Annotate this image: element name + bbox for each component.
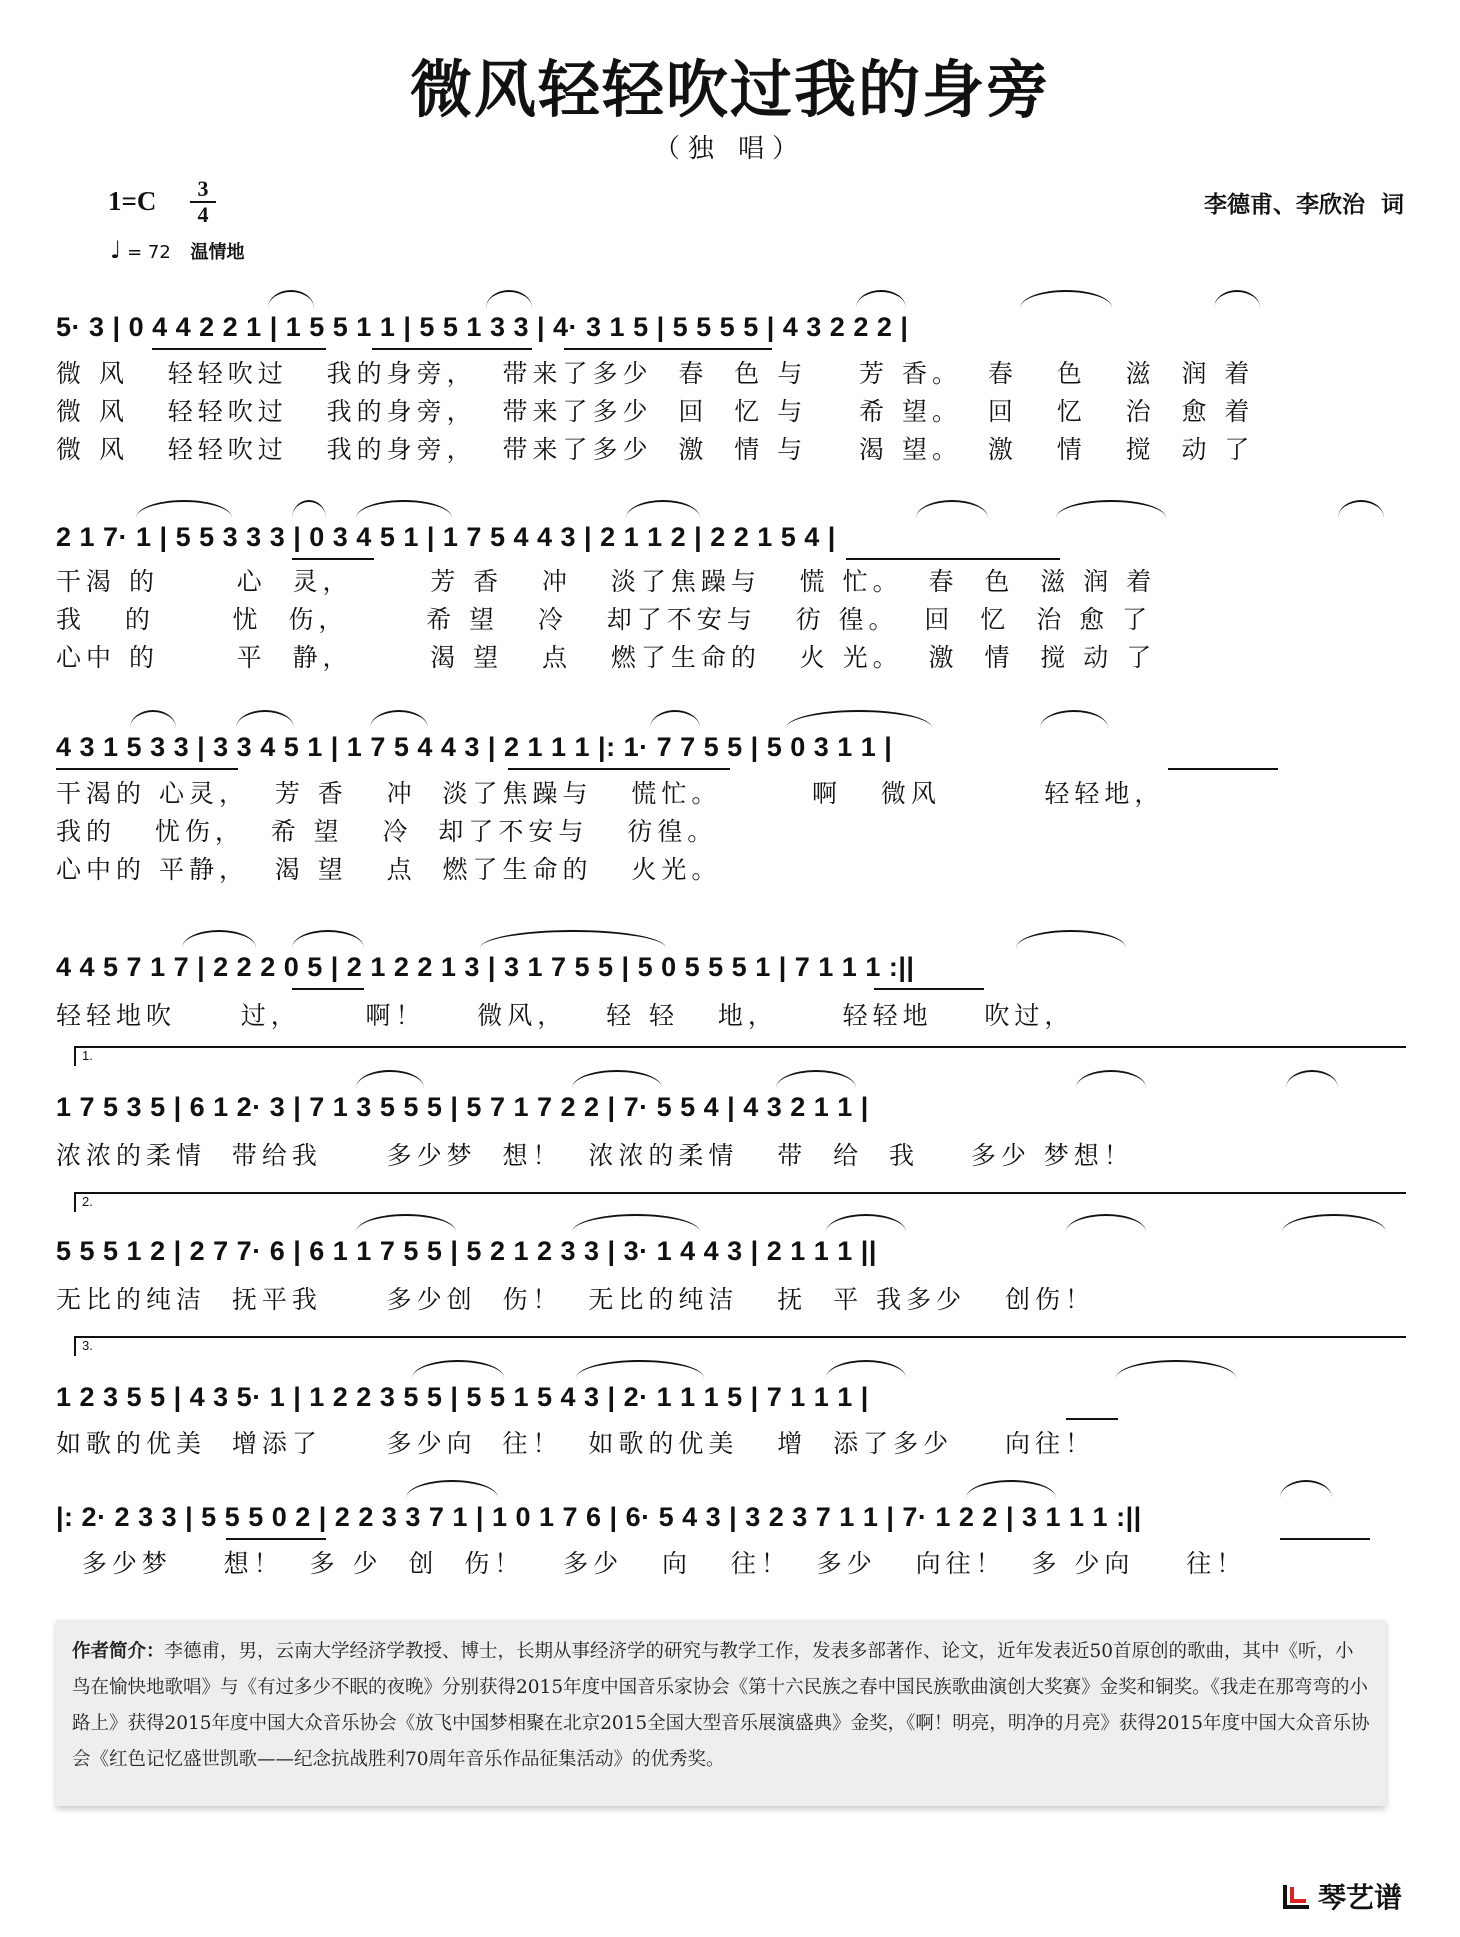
logo-text: 琴艺谱 <box>1318 1881 1403 1914</box>
slur <box>412 1360 504 1378</box>
lyrics-line-2-verse-3: 心中 的 平 静， 渴 望 点 燃了生命的 火 光。 激 情 搅 动 了 <box>56 643 1157 672</box>
notation-notes: 1 2 3 5 5 | 4 3 5· 1 | 1 2 2 3 5 5 | 5 5 1 5 4 3 | 2· 1 1 1 5 | 7 1 1 1 | <box>56 1382 869 1412</box>
notation-notes: 2 1 7· 1 | 5 5 3 3 3 | 0 3 4 5 1 | 1 7 5 4 4 3 | 2 1 1 2 | 2 2 1 5 4 | <box>56 522 836 552</box>
beam <box>292 558 374 560</box>
slur <box>856 290 906 308</box>
volta-bracket-2: 2. <box>74 1192 1406 1212</box>
triplet-bracket <box>826 1360 906 1378</box>
slur <box>1076 1070 1146 1088</box>
slur <box>916 500 988 518</box>
beam <box>372 348 532 350</box>
lyrics-line-3-verse-1: 干渴的 心灵， 芳 香 冲 淡了焦躁与 慌忙。 啊 微风 轻轻地， <box>56 779 1165 808</box>
beam <box>226 1538 326 1540</box>
author-bio-body: 李德甫，男，云南大学经济学教授、博士，长期从事经济学的研究与教学工作，发表多部著作、论文，近年发表近50首原创的歌曲，其中《听，小鸟在愉快地歌唱》与《有过多少不眠的夜晚》分别获得2015年度中国音乐家协会《第十六民族之春中国民族歌曲演创大奖赛》金奖和铜奖。《我走在那弯弯的小路上》获得2015年度中国大众音乐协会《放飞中国梦相聚在北京2015全国大型音乐展演盛典》金奖，《啊！明亮，明净的月亮》获得2015年度中国大众音乐协会《红色记忆盛世凯歌——纪念抗战胜利70周年音乐作品征集活动》的优秀奖。 <box>72 1641 1370 1770</box>
author-bio-box <box>56 1620 1386 1806</box>
slur <box>356 500 452 518</box>
beam <box>1280 1538 1370 1540</box>
volta-bracket-1: 1. <box>74 1046 1406 1066</box>
quarter-note-icon: ♩ <box>110 236 122 264</box>
lyrics-line-2-verse-2: 我 的 忧 伤， 希 望 冷 却了不安与 彷 徨。 回 忆 治 愈 了 <box>56 605 1153 634</box>
notation-notes: 5· 3 | 0 4 4 2 2 1 | 1 5 5 1 1 | 5 5 1 3 3 | 4· 3 1 5 | 5 5 5 5 | 4 3 2 2 2 | <box>56 312 909 342</box>
volta-bracket-3: 3. <box>74 1336 1406 1356</box>
site-logo <box>1282 1876 1402 1916</box>
beam <box>874 988 984 990</box>
slur <box>1040 710 1108 728</box>
slur <box>1214 290 1260 308</box>
lyrics-line-3-verse-3: 心中的 平静， 渴 望 点 燃了生命的 火光。 <box>56 855 722 884</box>
beam <box>1066 1418 1118 1420</box>
lyrics-line-5: 浓浓的柔情 带给我 多少梦 想！ 浓浓的柔情 带 给 我 多少 梦想！ <box>56 1141 1134 1170</box>
triplet-bracket <box>826 1214 906 1232</box>
lyrics-line-7: 如歌的优美 增添了 多少向 往！ 如歌的优美 增 添了多少 向往！ <box>56 1429 1095 1458</box>
lyrics-line-4: 轻轻地吹 过， 啊！ 微风， 轻 轻 地， 轻轻地 吹过， <box>56 1001 1075 1030</box>
beam <box>292 988 364 990</box>
slur <box>1016 930 1126 948</box>
performance-type: （独 唱） <box>653 134 807 164</box>
author-bio-text <box>56 1620 1386 1792</box>
time-signature-bottom: 4 <box>197 202 209 227</box>
lyrics-line-2-verse-1: 干渴 的 心 灵， 芳 香 冲 淡了焦躁与 慌 忙。 春 色 滋 润 着 <box>56 567 1157 596</box>
slur <box>1116 1360 1236 1378</box>
slur <box>1056 500 1166 518</box>
slur <box>576 1360 704 1378</box>
time-signature-top: 3 <box>197 176 209 201</box>
slur <box>626 500 700 518</box>
slur <box>650 710 700 728</box>
beam <box>1168 768 1278 770</box>
slur <box>406 1480 498 1498</box>
slur <box>572 1070 662 1088</box>
slur <box>480 930 666 948</box>
slur <box>1020 290 1112 308</box>
lyrics-line-1-verse-3: 微 风 轻轻吹过 我的身旁， 带来了多少 激 情 与 渴 望。 激 情 搅 动 了 <box>56 435 1255 464</box>
notation-line-4 <box>56 942 1404 1004</box>
notation-line-6 <box>56 1226 1404 1288</box>
slur <box>1282 1214 1386 1232</box>
beam <box>846 558 1060 560</box>
lyrics-line-1-verse-1: 微 风 轻轻吹过 我的身旁， 带来了多少 春 色 与 芳 香。 春 色 滋 润 着 <box>56 359 1255 388</box>
tempo-mood: 温情地 <box>190 242 245 263</box>
notation-notes: 1 7 5 3 5 | 6 1 2· 3 | 7 1 3 5 5 5 | 5 7 1 7 2 2 | 7· 5 5 4 | 4 3 2 1 1 | <box>56 1092 869 1122</box>
tempo-marking <box>110 236 245 264</box>
slur <box>1280 1480 1332 1498</box>
lyricist-credit: 李德甫、李欣治 词 <box>1203 192 1404 218</box>
notation-notes: 4 3 1 5 3 3 | 3 3 4 5 1 | 1 7 5 4 4 3 | 2 1 1 1 |: 1· 7 7 5 5 | 5 0 3 1 1 | <box>56 732 893 762</box>
notation-notes: |: 2· 2 3 3 | 5 5 5 0 2 | 2 2 3 3 7 1 | 1 0 1 7 6 | 6· 5 4 3 | 3 2 3 7 1 1 | 7· 1 2 2 | 3 1 1 1 :|| <box>56 1502 1142 1532</box>
slur <box>356 1214 456 1232</box>
song-title: 微风轻轻吹过我的身旁 <box>409 53 1050 126</box>
notation-line-5 <box>56 1082 1404 1144</box>
notation-notes: 5 5 5 1 2 | 2 7 7· 6 | 6 1 1 7 5 5 | 5 2 1 2 3 3 | 3· 1 4 4 3 | 2 1 1 1 || <box>56 1236 877 1266</box>
slur <box>356 1070 424 1088</box>
time-signature <box>190 178 216 226</box>
logo-mark-icon <box>1282 1881 1312 1911</box>
slur <box>292 930 364 948</box>
triplet-bracket <box>776 1070 856 1088</box>
slur <box>136 500 232 518</box>
notation-notes: 4 4 5 7 1 7 | 2 2 2 0 5 | 2 1 2 2 1 3 | 3 1 7 5 5 | 5 0 5 5 5 1 | 7 1 1 1 :|| <box>56 952 915 982</box>
slur <box>486 290 532 308</box>
lyrics-line-3-verse-2: 我的 忧伤， 希 望 冷 却了不安与 彷徨。 <box>56 817 718 846</box>
author-bio-lead: 作者简介： <box>72 1641 165 1662</box>
slur <box>572 1214 700 1232</box>
beam <box>56 768 238 770</box>
slur <box>1338 500 1384 518</box>
slur <box>130 710 176 728</box>
beam <box>152 348 326 350</box>
slur <box>370 710 428 728</box>
slur <box>236 710 294 728</box>
triplet-bracket <box>182 930 256 948</box>
lyrics-line-6: 无比的纯洁 抚平我 多少创 伤！ 无比的纯洁 抚 平 我多少 创伤！ <box>56 1285 1095 1314</box>
lyrics-line-1-verse-2: 微 风 轻轻吹过 我的身旁， 带来了多少 回 忆 与 希 望。 回 忆 治 愈 着 <box>56 397 1255 426</box>
beam <box>564 348 772 350</box>
key-signature: 1=C <box>108 186 157 216</box>
slur <box>268 290 314 308</box>
slur <box>786 710 932 728</box>
lyrics-line-8: 多少梦 想！ 多 少 创 伤！ 多少 向 往！ 多少 向往！ 多 少向 往！ <box>56 1549 1247 1578</box>
slur <box>1286 1070 1338 1088</box>
beam <box>508 768 730 770</box>
slur <box>292 500 326 518</box>
tempo-value: = 72 <box>127 242 171 263</box>
slur <box>1066 1214 1146 1232</box>
triplet-bracket <box>966 1480 1056 1498</box>
